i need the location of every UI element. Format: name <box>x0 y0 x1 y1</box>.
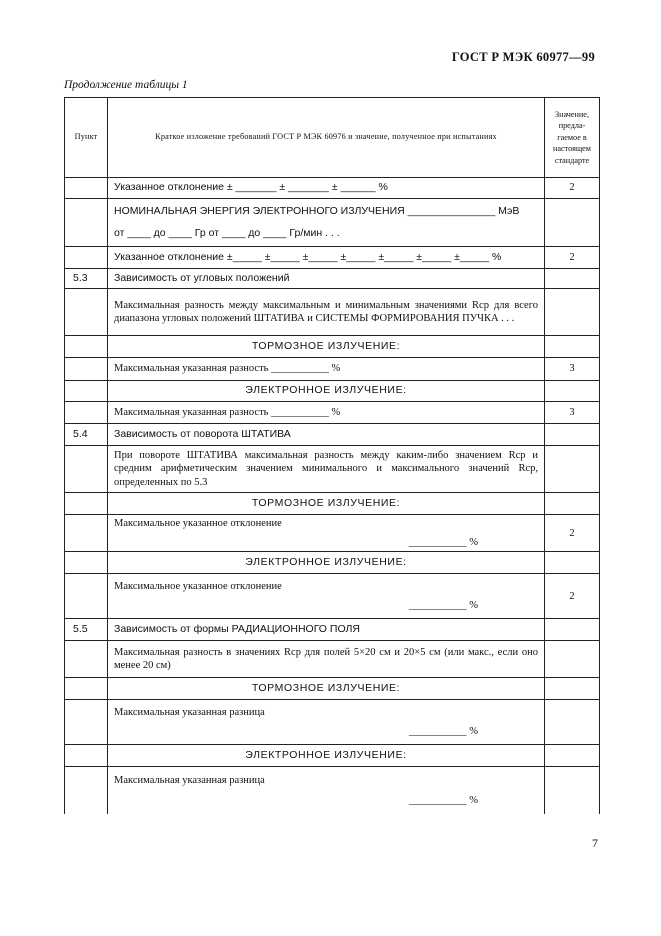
requirements-table <box>64 97 600 814</box>
row-text: Зависимость от формы РАДИАЦИОННОГО ПОЛЯ <box>108 619 545 641</box>
percent-blank: ___________ % <box>408 600 478 612</box>
row-label: Максимальная указанная разница <box>114 775 265 787</box>
header-value <box>545 98 600 178</box>
header-value-line: стандарте <box>554 155 590 165</box>
row-label: Максимальная указанная разница <box>114 707 265 719</box>
document-header: ГОСТ Р МЭК 60977—99 <box>451 50 595 64</box>
table-row <box>65 269 600 289</box>
row-text <box>108 199 545 247</box>
row-value: 3 <box>545 402 600 424</box>
row-text: Максимальная разность в значениях Rср для полей 5×20 см и 20×5 см (или макс., если оно менее 20 см) <box>108 641 545 678</box>
section-row <box>65 552 600 574</box>
table-row <box>65 515 600 552</box>
percent-blank: ___________ % <box>408 537 478 549</box>
section-row <box>65 336 600 358</box>
section-heading: ТОРМОЗНОЕ ИЗЛУЧЕНИЕ: <box>108 493 545 515</box>
section-row <box>65 678 600 700</box>
row-value: 2 <box>545 515 600 552</box>
percent-blank: ___________ % <box>408 794 478 806</box>
energy-line: НОМИНАЛЬНАЯ ЭНЕРГИЯ ЭЛЕКТРОННОГО ИЗЛУЧЕНИЯ _______________ МэВ <box>114 204 520 217</box>
header-value-line: предла- <box>558 121 586 131</box>
row-label: Максимальное указанное отклонение <box>114 518 282 529</box>
section-heading: ТОРМОЗНОЕ ИЗЛУЧЕНИЕ: <box>108 678 545 700</box>
row-value: 3 <box>545 358 600 381</box>
row-value: 2 <box>545 247 600 269</box>
table-row <box>65 402 600 424</box>
row-label: Максимальное указанное отклонение <box>114 581 282 593</box>
table-row <box>65 700 600 745</box>
section-heading: ЭЛЕКТРОННОЕ ИЗЛУЧЕНИЕ: <box>108 745 545 767</box>
row-text <box>108 515 545 552</box>
row-text: Зависимость от поворота ШТАТИВА <box>108 424 545 446</box>
row-value: 2 <box>545 178 600 199</box>
row-clause: 5.4 <box>65 424 108 446</box>
section-row <box>65 745 600 767</box>
table-row <box>65 641 600 678</box>
row-text: Зависимость от угловых положений <box>108 269 545 289</box>
header-summary: Краткое изложение требований ГОСТ Р МЭК 60976 и значение, полученное при испытаниях <box>108 98 545 178</box>
row-text: Максимальная указанная разность ___________ % <box>108 402 545 424</box>
dose-rate-line: от ____ до ____ Гр от ____ до ____ Гр/мин . . . <box>114 227 340 239</box>
table-continuation-label: Продолжение таблицы 1 <box>64 79 188 91</box>
section-heading: ЭЛЕКТРОННОЕ ИЗЛУЧЕНИЕ: <box>108 381 545 402</box>
row-text <box>108 767 545 814</box>
table-row <box>65 767 600 814</box>
page-number: 7 <box>592 836 598 850</box>
table-row <box>65 446 600 493</box>
table-row <box>65 358 600 381</box>
section-heading: ТОРМОЗНОЕ ИЗЛУЧЕНИЕ: <box>108 336 545 358</box>
table-header-row <box>65 98 600 178</box>
table-row <box>65 574 600 619</box>
table-row <box>65 178 600 199</box>
percent-blank: ___________ % <box>408 726 478 738</box>
section-row <box>65 381 600 402</box>
row-text <box>108 574 545 619</box>
section-heading: ЭЛЕКТРОННОЕ ИЗЛУЧЕНИЕ: <box>108 552 545 574</box>
row-text: Максимальная разность между максимальным и минимальным значениями Rср для всего диапазона угловых положений ШТАТИВА и СИСТЕМЫ ФОРМИРОВАНИЯ ПУЧКА . . . <box>108 289 545 336</box>
row-text: Указанное отклонение ± _______ ± _______ ± ______ % <box>108 178 545 199</box>
table-row <box>65 199 600 247</box>
header-value-line: настоящем <box>553 144 591 154</box>
table-row <box>65 424 600 446</box>
row-value: 2 <box>545 574 600 619</box>
row-text: Указанное отклонение ±_____ ±_____ ±_____ ±_____ ±_____ ±_____ ±_____ % <box>108 247 545 269</box>
table-row <box>65 619 600 641</box>
table-row <box>65 289 600 336</box>
row-text <box>108 700 545 745</box>
header-clause: Пункт <box>65 98 108 178</box>
header-value-line: Значение, <box>555 109 589 119</box>
row-clause: 5.3 <box>65 269 108 289</box>
row-text: Максимальная указанная разность ___________ % <box>108 358 545 381</box>
row-clause: 5.5 <box>65 619 108 641</box>
section-row <box>65 493 600 515</box>
header-value-line: гаемое в <box>557 132 587 142</box>
table-row <box>65 247 600 269</box>
row-text: При повороте ШТАТИВА максимальная разность между каким-либо значением Rср и средним арифметическим значением минимального и максимального значений Rср, определенных по 5.3 <box>108 446 545 493</box>
